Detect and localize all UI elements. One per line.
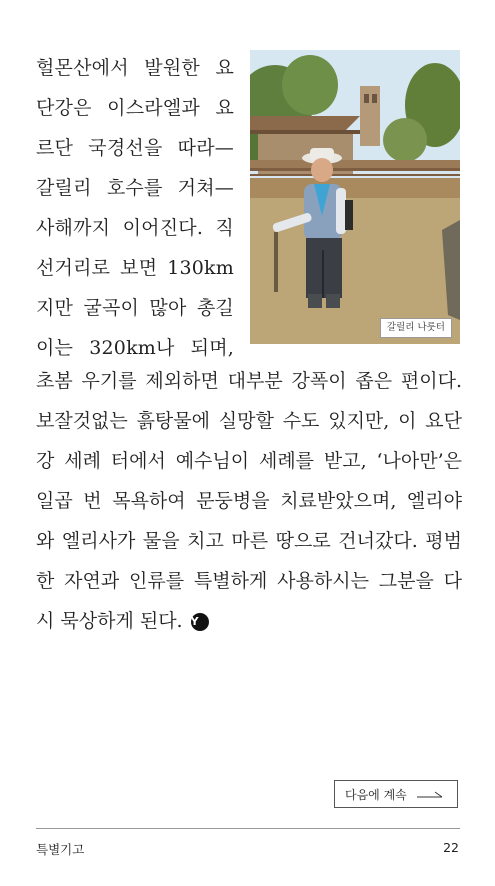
article-line: 강 세례 터에서 예수님이 세례를 받고, ‘나아만’은: [36, 450, 462, 472]
to-be-continued-button[interactable]: [334, 780, 458, 808]
footer-divider: [36, 828, 460, 829]
article-line: 선거리로 보면 130km: [36, 257, 234, 279]
article-line: 단강은 이스라엘과 요: [36, 97, 234, 119]
article-line: 갈릴리 호수를 거쳐—: [36, 177, 234, 199]
article-line: 이는 320km나 되며,: [36, 337, 234, 359]
article-line: 르단 국경선을 따라—: [36, 137, 234, 159]
article-line-text: 시 묵상하게 된다.: [36, 610, 183, 632]
page-number: 22: [443, 840, 459, 855]
article-line: 초봄 우기를 제외하면 대부분 강폭이 좁은 편이다.: [36, 370, 462, 392]
photo-illustration: [250, 50, 460, 344]
end-of-article-icon: Y: [191, 613, 209, 631]
footer-section-name: 특별기고: [36, 842, 85, 857]
photo-caption: 갈릴리 나룻터: [380, 318, 452, 338]
article-body-text: [36, 361, 462, 641]
arrow-right-icon: [417, 789, 443, 799]
to-be-continued-label: 다음에 계속: [345, 787, 407, 802]
article-line: 보잘것없는 흙탕물에 실망할 수도 있지만, 이 요단: [36, 410, 462, 432]
article-line: 일곱 번 목욕하여 문둥병을 치료받았으며, 엘리야: [36, 490, 462, 512]
article-line: 한 자연과 인류를 특별하게 사용하시는 그분을 다: [36, 570, 462, 592]
article-line: 지만 굴곡이 많아 총길: [36, 297, 234, 319]
article-last-line: [36, 601, 462, 641]
article-line: 사해까지 이어진다. 직: [36, 217, 234, 239]
article-line: 와 엘리사가 물을 치고 마른 땅으로 건너갔다. 평범: [36, 530, 462, 552]
jordan-river-photo: [250, 50, 460, 344]
article-line: 헐몬산에서 발원한 요: [36, 57, 234, 79]
article-column-text: [36, 48, 234, 368]
